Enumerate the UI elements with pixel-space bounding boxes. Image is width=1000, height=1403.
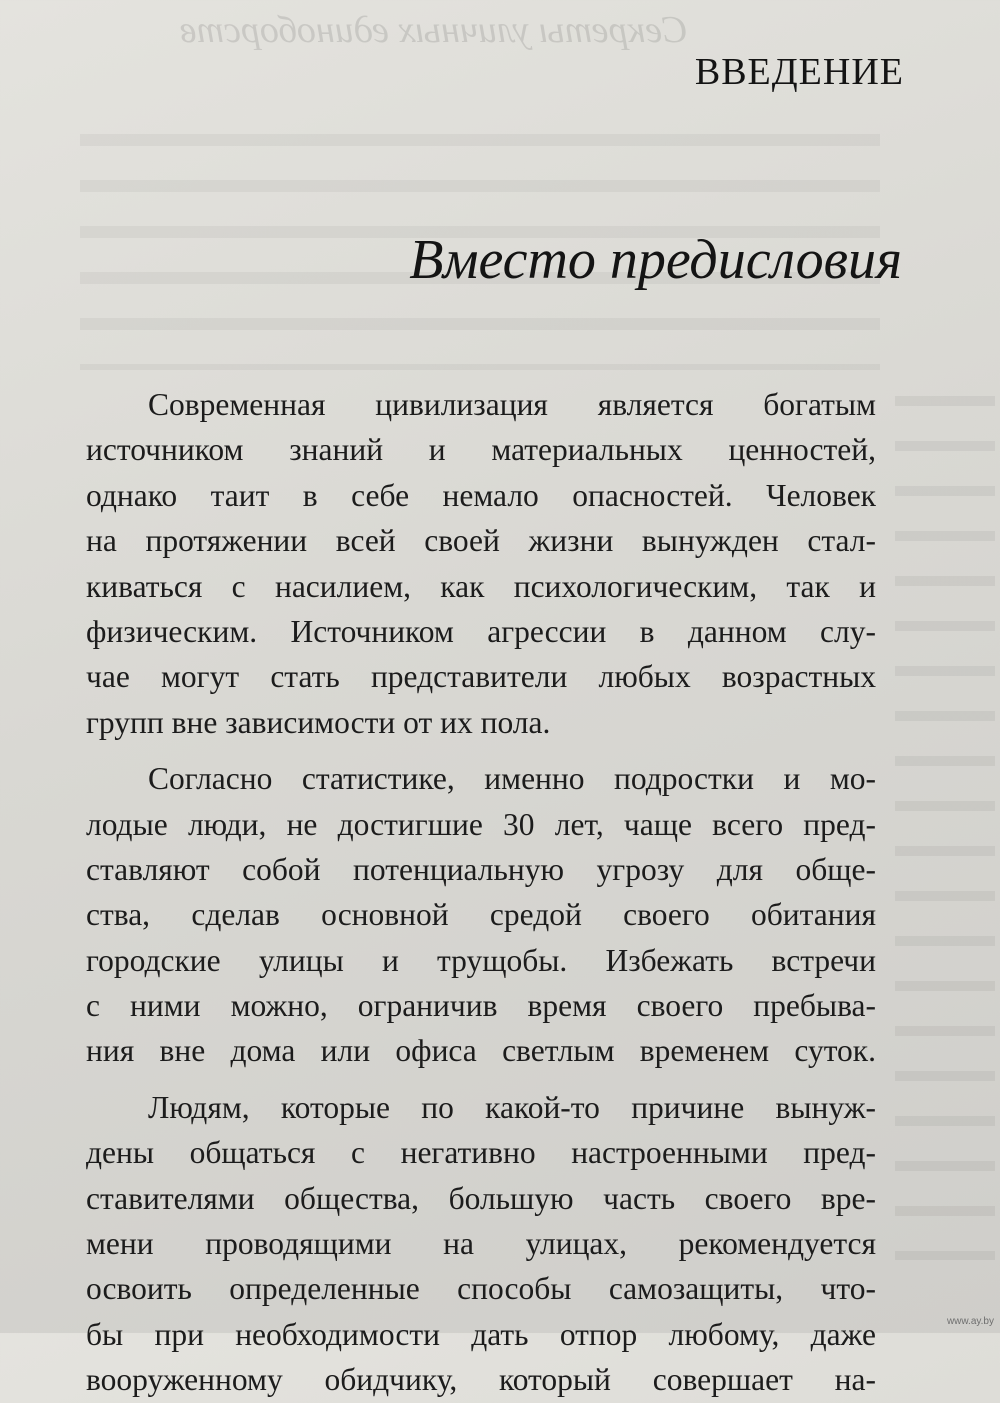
text-line: ставителями общества, большую часть своего вре- (86, 1180, 876, 1216)
body-text (86, 382, 876, 1403)
paragraph-2 (86, 756, 876, 1074)
text-line: чае могут стать представители любых возрастных (86, 659, 876, 695)
chapter-title: Вместо предисловия (409, 229, 902, 291)
text-line: мени проводящими на улицах, рекомендуется (86, 1226, 876, 1262)
text-line: с ними можно, ограничив время своего пребыва- (86, 988, 876, 1024)
text-line: Людям, которые по какой-то причине вынуж- (148, 1089, 876, 1125)
section-title: ВВЕДЕНИЕ (694, 51, 904, 93)
text-line: дены общаться с негативно настроенными пред- (86, 1135, 876, 1171)
bleed-through-margin (895, 380, 995, 1260)
text-line: источником знаний и материальных ценностей, (86, 432, 876, 468)
text-line: ния вне дома или офиса светлым временем суток. (86, 1033, 876, 1069)
text-line: киваться с насилием, как психологическим, так и (86, 568, 876, 604)
text-line: городские улицы и трущобы. Избежать встречи (86, 942, 876, 978)
text-line: бы при необходимости дать отпор любому, даже (86, 1316, 876, 1352)
text-line: Современная цивилизация является богатым (148, 387, 876, 422)
running-head: Секреты уличных единоборств (180, 9, 688, 51)
text-line: ства, сделав основной средой своего обитания (86, 897, 876, 933)
watermark: www.ay.by (946, 1316, 994, 1327)
paragraph-gap (86, 1074, 876, 1085)
text-line: освоить определенные способы самозащиты, что- (86, 1271, 876, 1307)
text-line: однако таит в себе немало опасностей. Человек (86, 477, 876, 513)
text-line: Согласно статистике, именно подростки и мо- (148, 761, 876, 797)
text-line: на протяжении всей своей жизни вынужден стал- (86, 523, 876, 559)
text-line: вооруженному обидчику, который совершает на- (86, 1362, 876, 1398)
text-line: ставляют собой потенциальную угрозу для обще- (86, 851, 876, 887)
paragraph-1 (86, 382, 876, 745)
text-line: групп вне зависимости от их пола. (86, 704, 551, 740)
text-line: лодые люди, не достигшие 30 лет, чаще всего пред- (86, 806, 876, 842)
paragraph-3 (86, 1085, 876, 1403)
paragraph-gap (86, 745, 876, 756)
text-line: физическим. Источником агрессии в данном слу- (86, 613, 876, 649)
